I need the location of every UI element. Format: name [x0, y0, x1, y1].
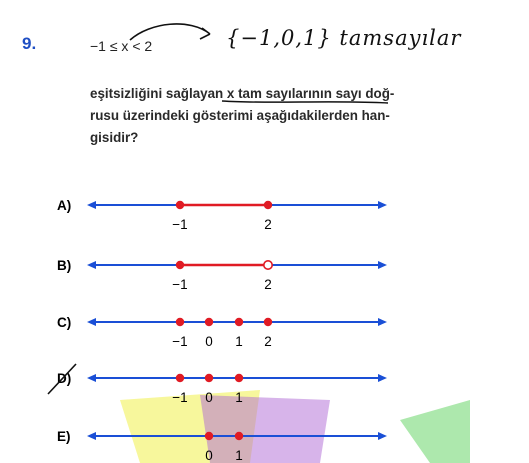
tick-label: 1: [235, 448, 243, 463]
stem-line-1: eşitsizliğini sağlayan x tam sayılarının sayı doğ-: [90, 86, 395, 101]
tick-label: 0: [205, 334, 213, 349]
tick-label: 2: [264, 217, 272, 232]
stem-line-2: rusu üzerindeki gösterimi aşağıdakilerden han-: [90, 108, 390, 123]
arrow-right-icon: [378, 374, 387, 382]
tick-label: 0: [205, 390, 213, 405]
point-marker: [264, 318, 272, 326]
arrow-right-icon: [378, 201, 387, 209]
point-marker: [264, 201, 272, 209]
point-marker: [176, 374, 184, 382]
arrow-right-icon: [378, 432, 387, 440]
stem-line-3: gisidir?: [90, 130, 139, 145]
tick-label: −1: [172, 217, 188, 232]
point-marker: [205, 432, 213, 440]
tick-label: −1: [172, 390, 188, 405]
arrow-left-icon: [87, 432, 96, 440]
option-label-0: A): [57, 198, 72, 213]
point-marker: [235, 318, 243, 326]
option-label-4: E): [57, 429, 71, 444]
tick-label: 2: [264, 277, 272, 292]
arrow-right-icon: [378, 318, 387, 326]
arrow-left-icon: [87, 374, 96, 382]
tick-label: −1: [172, 334, 188, 349]
tick-label: 1: [235, 334, 243, 349]
option-label-2: C): [57, 315, 72, 330]
option-label-1: B): [57, 258, 72, 273]
arrow-left-icon: [87, 261, 96, 269]
option-label-3: D): [57, 371, 72, 386]
handwritten-note: {−1,0,1} tamsayılar: [226, 26, 462, 50]
point-marker: [235, 374, 243, 382]
tick-label: 0: [205, 448, 213, 463]
arrow-right-icon: [378, 261, 387, 269]
cross-out-mark: [48, 364, 76, 394]
point-marker: [176, 318, 184, 326]
arrow-left-icon: [87, 201, 96, 209]
point-marker: [264, 261, 272, 269]
tick-label: −1: [172, 277, 188, 292]
point-marker: [235, 432, 243, 440]
arrow-left-icon: [87, 318, 96, 326]
point-marker: [176, 201, 184, 209]
tick-label: 2: [264, 334, 272, 349]
point-marker: [205, 374, 213, 382]
tick-label: 1: [235, 390, 243, 405]
point-marker: [176, 261, 184, 269]
inequality-text: −1 ≤ x < 2: [90, 38, 153, 54]
point-marker: [205, 318, 213, 326]
question-number: 9.: [22, 34, 37, 53]
